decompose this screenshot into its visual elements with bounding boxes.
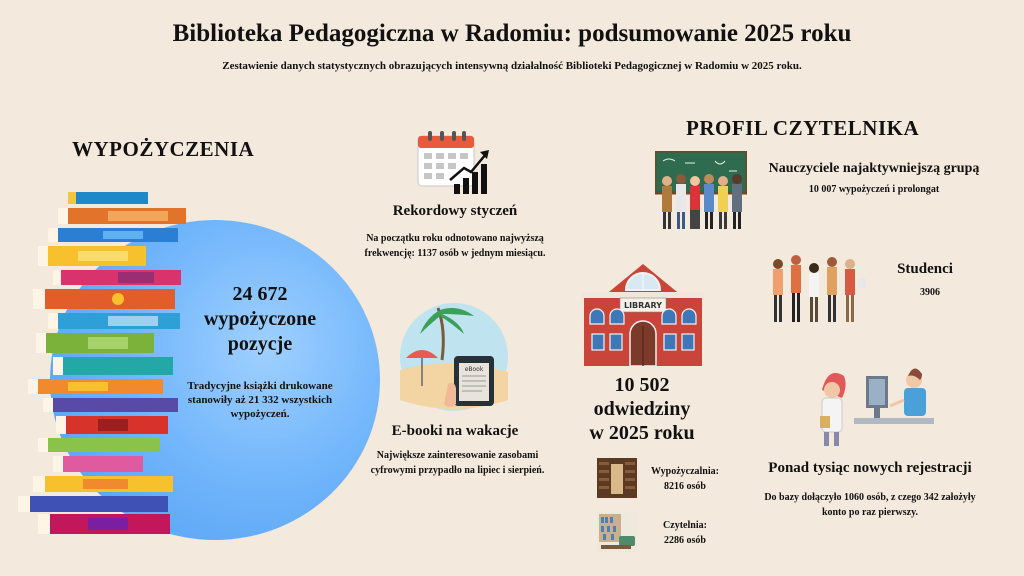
loans-description: Tradycyjne książki drukowane stanowiły aż 21 332 wszystkich wypożyczeń. <box>187 380 333 420</box>
visits-line3: w 2025 roku <box>589 422 695 444</box>
reading-room-icon <box>597 512 637 552</box>
loans-label-line2: pozycje <box>227 333 293 355</box>
registration-desk-illustration <box>808 360 938 448</box>
loan-room-label: Wypożyczalnia: <box>651 466 719 477</box>
ebook-title: E-booki na wakacje <box>391 423 519 439</box>
students-illustration <box>766 248 870 324</box>
students-title: Studenci <box>897 261 953 277</box>
profile-heading: PROFIL CZYTELNIKA <box>686 116 920 140</box>
page-subtitle: Zestawienie danych statystycznych obrazujących intensywną działalność Biblioteki Pedagogicznej w Radomiu w 2025 roku. <box>222 60 802 72</box>
calendar-growth-icon <box>416 128 492 196</box>
page-title: Biblioteka Pedagogiczna w Radomiu: podsumowanie 2025 roku <box>172 20 852 47</box>
loans-label-line1: wypożyczone <box>203 308 317 330</box>
teachers-description: 10 007 wypożyczeń i prolongat <box>808 184 940 195</box>
registration-title: Ponad tysiąc nowych rejestracji <box>768 460 972 476</box>
registration-description: Do bazy dołączyło 1060 osób, z czego 342 założyły konto po raz pierwszy. <box>764 492 976 518</box>
loan-room-stat <box>640 464 730 494</box>
library-sign: LIBRARY <box>623 301 663 310</box>
beach-ebook-illustration <box>398 300 510 414</box>
record-title: Rekordowy styczeń <box>392 203 518 219</box>
teachers-title: Nauczyciele najaktywniejszą grupą <box>768 161 980 176</box>
visits-line2: odwiedziny <box>593 398 691 420</box>
teachers-illustration <box>655 151 747 231</box>
bookshelf-corridor-icon <box>597 458 637 498</box>
students-value: 3906 <box>920 287 940 298</box>
ebook-description: Największe zainteresowanie zasobami cyfrowymi przypadło na lipiec i sierpień. <box>370 450 545 476</box>
reading-room-stat <box>640 518 730 548</box>
loans-heading: WYPOŻYCZENIA <box>72 137 255 161</box>
loans-number: 24 672 <box>232 283 288 305</box>
loans-total <box>170 282 350 357</box>
ereader-label: eBook <box>464 366 484 373</box>
reading-room-value: 2286 osób <box>664 535 706 546</box>
visits-number: 10 502 <box>614 374 670 396</box>
record-description: Na początku roku odnotowano najwyższą frekwencję: 1137 osób w jednym miesiącu. <box>364 233 546 259</box>
loan-room-value: 8216 osób <box>664 481 706 492</box>
library-building-illustration <box>580 260 706 366</box>
visits-total <box>560 373 724 445</box>
book-stack-illustration <box>8 190 198 535</box>
reading-room-label: Czytelnia: <box>663 520 707 531</box>
